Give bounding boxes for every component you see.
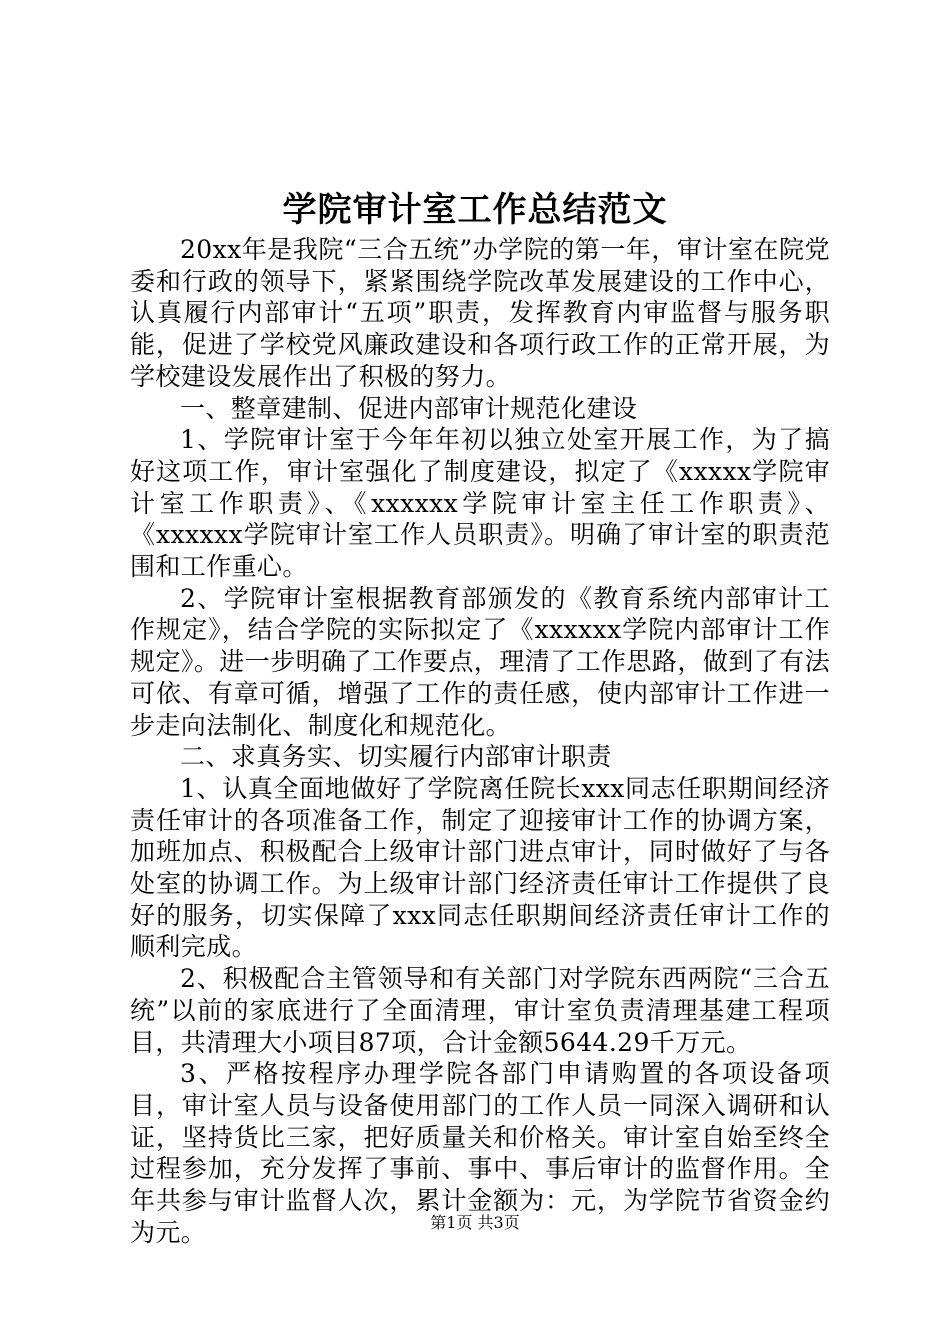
document-title: 学院审计室工作总结范文 [282, 190, 668, 230]
section-heading-2: 二、求真务实、切实履行内部审计职责 [180, 742, 612, 772]
intro-paragraph: 20xx年是我院“三合五统”办学院的第一年，审计室在院党委和行政的领导下，紧紧围绕学院改革发展建设的工作中心，认真履行内部审计“五项”职责，发挥教育内审监督与服务职能，促进了学校党风廉政建设和各项行政工作的正常开展，为学校建设发展作出了积极的努力。 [130, 235, 830, 391]
section-2-item-1: 1、认真全面地做好了学院离任院长xxx同志任职期间经济责任审计的各项准备工作，制定了迎接审计工作的协调方案，加班加点、积极配合上级审计部门进点审计，同时做好了与各处室的协调工作。为上级审计部门经济责任审计工作提供了良好的服务，切实保障了xxx同志任职期间经济责任审计工作的顺利完成。 [130, 773, 830, 962]
section-heading-1: 一、整章建制、促进内部审计规范化建设 [180, 393, 638, 423]
section-2-item-3: 3、严格按程序办理学院各部门申请购置的各项设备项目，审计室人员与设备使用部门的工作人员一同深入调研和认证，坚持货比三家，把好质量关和价格关。审计室自始至终全过程参加，充分发挥了事前、事中、事后审计的监督作用。全年共参与审计监督人次，累计金额为：元，为学院节省资金约为元。 [130, 1059, 830, 1247]
document-body [130, 234, 830, 1249]
section-1-item-2: 2、学院审计室根据教育部颁发的《教育系统内部审计工作规定》，结合学院的实际拟定了《xxxxxx学院内部审计工作规定》。进一步明确了工作要点，理清了工作思路，做到了有法可依、有章可循，增强了工作的责任感，使内部审计工作进一步走向法制化、制度化和规范化。 [130, 583, 830, 740]
section-1-item-1: 1、学院审计室于今年年初以独立处室开展工作，为了搞好这项工作，审计室强化了制度建设，拟定了《xxxxx学院审计室工作职责》、《xxxxxx学院审计室主任工作职责》、《xxxxxx学院审计室工作人员职责》。明确了审计室的职责范围和工作重心。 [130, 425, 830, 582]
page-number-footer: 第1页 共3页 [430, 1213, 520, 1232]
section-2-item-2: 2、积极配合主管领导和有关部门对学院东西两院“三合五统”以前的家底进行了全面清理，审计室负责清理基建工程项目，共清理大小项目87项，合计金额5644.29千万元。 [130, 964, 830, 1057]
